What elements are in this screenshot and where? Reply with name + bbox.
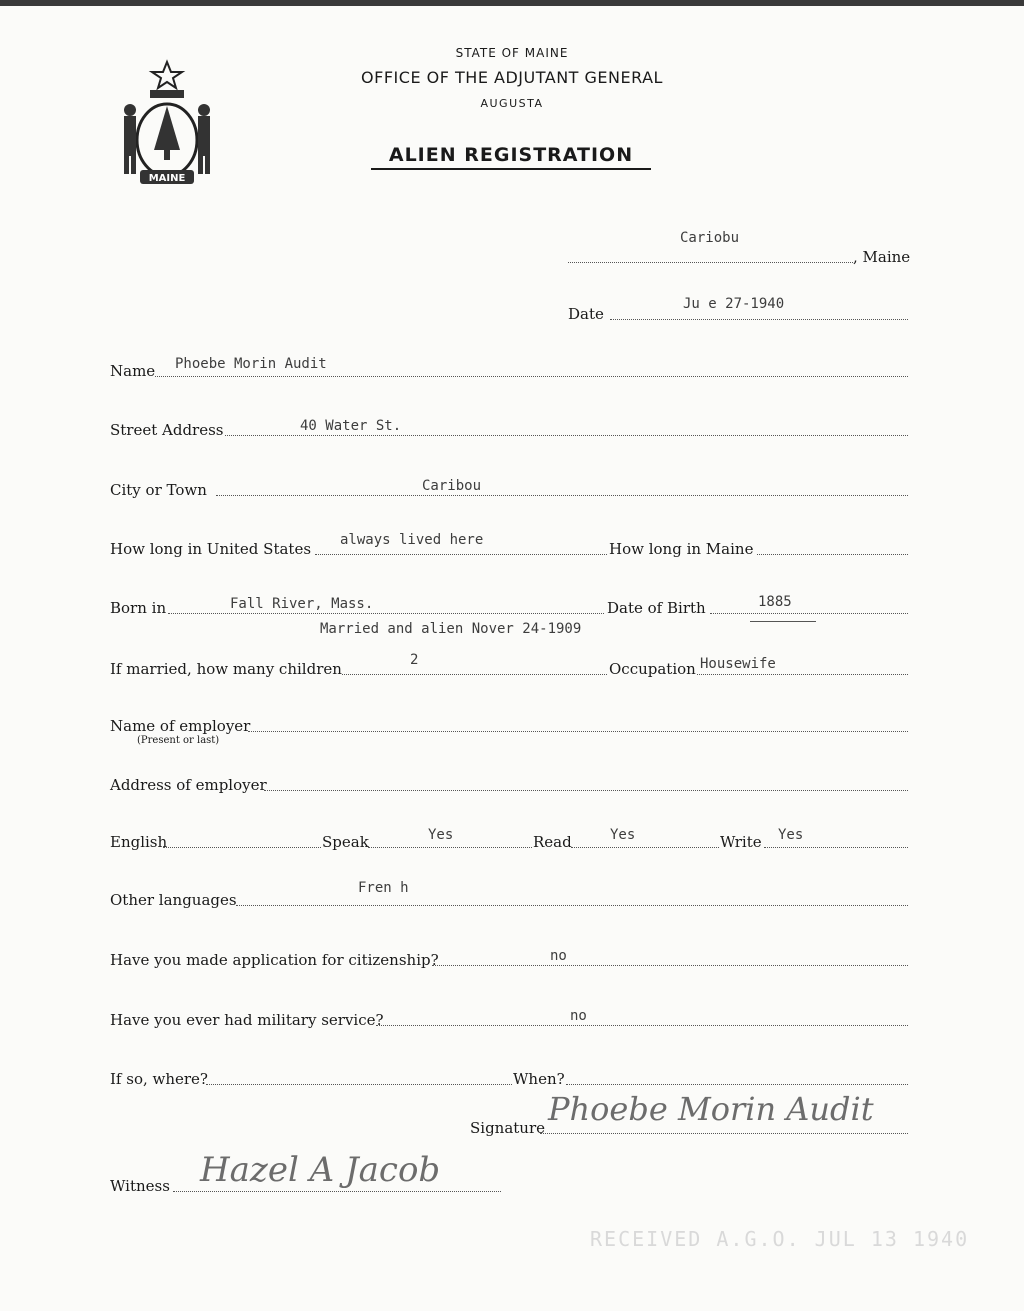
seal-text: MAINE xyxy=(148,173,186,184)
street-line xyxy=(225,435,908,436)
how-long-us-value: always lived here xyxy=(340,532,484,548)
how-long-us-label: How long in United States xyxy=(110,540,312,558)
born-in-value: Fall River, Mass. xyxy=(230,596,374,612)
street-label: Street Address xyxy=(110,421,224,439)
witness-label: Witness xyxy=(110,1177,170,1195)
signature-value: Phoebe Morin Audit xyxy=(548,1090,874,1128)
date-line xyxy=(610,319,908,320)
employer-name-sublabel: (Present or last) xyxy=(137,735,220,746)
when-line xyxy=(566,1084,908,1085)
english-label: English xyxy=(110,833,168,851)
citizenship-value: no xyxy=(550,948,567,964)
street-value: 40 Water St. xyxy=(300,418,402,434)
employer-name-line xyxy=(248,731,908,732)
maine-suffix: , Maine xyxy=(853,248,911,266)
where-line xyxy=(206,1084,512,1085)
city-heading: AUGUSTA xyxy=(480,97,544,110)
married-note: Married and alien Nover 24-1909 xyxy=(320,621,582,637)
town-value: Cariobu xyxy=(680,230,740,246)
signature-label: Signature xyxy=(470,1119,546,1137)
children-line xyxy=(342,674,607,675)
scan-edge xyxy=(0,0,1024,6)
speak-label: Speak xyxy=(322,833,369,851)
state-heading: STATE OF MAINE xyxy=(455,46,569,60)
employer-address-line xyxy=(264,790,908,791)
born-in-line xyxy=(168,613,604,614)
other-languages-value: Fren h xyxy=(358,880,409,896)
dob-line xyxy=(710,613,908,614)
city-value: Caribou xyxy=(422,478,482,494)
city-line xyxy=(216,495,908,496)
employer-name-label: Name of employer xyxy=(110,717,251,735)
speak-line xyxy=(368,847,532,848)
name-line xyxy=(155,376,908,377)
read-value: Yes xyxy=(610,827,636,843)
occupation-label: Occupation xyxy=(609,660,696,678)
name-value: Phoebe Morin Audit xyxy=(175,356,327,372)
speak-value: Yes xyxy=(428,827,454,843)
town-line xyxy=(568,262,853,263)
write-line xyxy=(764,847,908,848)
military-line xyxy=(376,1025,908,1026)
born-in-label: Born in xyxy=(110,599,167,617)
form-title: ALIEN REGISTRATION xyxy=(371,144,651,170)
children-label: If married, how many children xyxy=(110,660,342,678)
occupation-line xyxy=(697,674,908,675)
office-heading: OFFICE OF THE ADJUTANT GENERAL xyxy=(361,68,663,87)
children-value: 2 xyxy=(410,652,419,668)
military-value: no xyxy=(570,1008,587,1024)
city-label: City or Town xyxy=(110,481,207,499)
occupation-value: Housewife xyxy=(700,656,776,672)
date-value: Ju e 27-1940 xyxy=(683,296,785,312)
signature-line xyxy=(540,1133,908,1134)
read-line xyxy=(571,847,719,848)
how-long-maine-label: How long in Maine xyxy=(609,540,754,558)
dob-value: 1885 xyxy=(758,594,792,610)
name-label: Name xyxy=(110,362,156,380)
read-label: Read xyxy=(533,833,572,851)
when-label: When? xyxy=(513,1070,565,1088)
citizenship-line xyxy=(432,965,908,966)
citizenship-label: Have you made application for citizenship? xyxy=(110,951,439,969)
other-languages-label: Other languages xyxy=(110,891,237,909)
military-label: Have you ever had military service? xyxy=(110,1011,384,1029)
english-line xyxy=(163,847,321,848)
received-stamp: RECEIVED A.G.O. JUL 13 1940 xyxy=(590,1227,970,1251)
dob-underline xyxy=(750,621,816,622)
dob-label: Date of Birth xyxy=(607,599,706,617)
witness-line xyxy=(173,1191,501,1192)
write-label: Write xyxy=(720,833,762,851)
date-label: Date xyxy=(568,305,604,323)
employer-address-label: Address of employer xyxy=(110,776,267,794)
how-long-maine-line xyxy=(757,554,908,555)
how-long-us-line xyxy=(315,554,607,555)
where-label: If so, where? xyxy=(110,1070,208,1088)
witness-signature: Hazel A Jacob xyxy=(200,1150,441,1190)
write-value: Yes xyxy=(778,827,804,843)
other-languages-line xyxy=(236,905,908,906)
